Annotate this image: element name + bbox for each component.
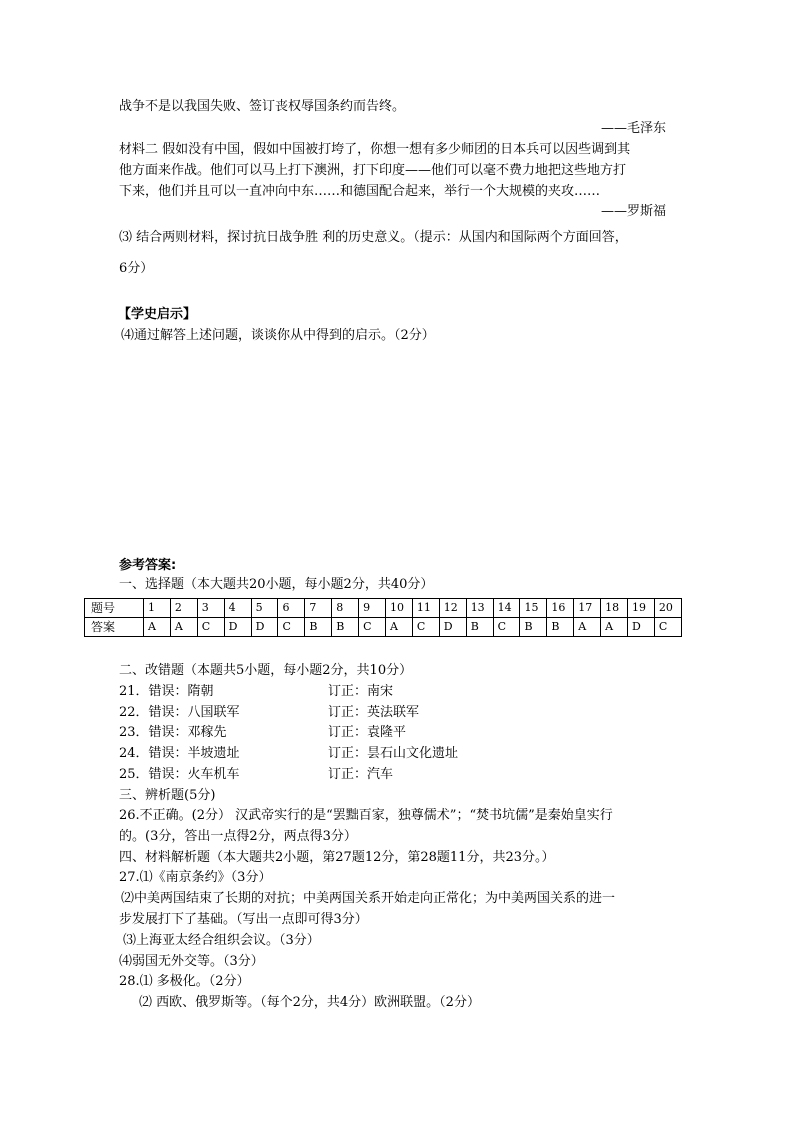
material2-line1: 材料二 假如没有中国，假如中国被打垮了，你想一想有多少师团的日本兵可以因些调到其 — [119, 142, 631, 157]
signature-roosevelt: ——罗斯福 — [600, 204, 666, 219]
table-row-answers — [85, 618, 682, 637]
q28-2: ⑵ 西欧、俄罗斯等。（每个2分，共4分）欧洲联盟。（2分） — [139, 995, 480, 1010]
table-cell: D — [224, 618, 251, 637]
table-cell: B — [305, 618, 332, 637]
answers-title: 参考答案: — [119, 558, 177, 573]
table-cell: A — [170, 618, 197, 637]
q27-3: ⑶上海亚太经合组织会议。（3分） — [123, 933, 320, 948]
q27-2-line1: ⑵中美两国结束了长期的对抗；中美两国关系开始走向正常化；为中美两国关系的进一 — [121, 891, 616, 906]
correction-error: 25．错误：火车机车 — [119, 767, 240, 782]
table-cell: 19 — [628, 599, 655, 618]
table-cell: B — [466, 618, 493, 637]
table-cell: 8 — [332, 599, 359, 618]
table-cell: 7 — [305, 599, 332, 618]
table-cell: 5 — [251, 599, 278, 618]
table-cell: B — [332, 618, 359, 637]
correction-fix: 订正：南宋 — [328, 684, 394, 699]
correction-error: 23．错误：邓稼先 — [119, 725, 227, 740]
table-cell: 3 — [197, 599, 224, 618]
text-line: 战争不是以我国失败、签订丧权辱国条约而告终。 — [119, 99, 406, 114]
q28-1: 28.⑴ 多极化。（2分） — [119, 974, 250, 989]
part3-heading: 三、辨析题(5分) — [119, 788, 216, 803]
section-heading: 【学史启示】 — [118, 307, 197, 322]
table-cell: 11 — [412, 599, 439, 618]
q27-1: 27.⑴《南京条约》（3分） — [119, 870, 272, 885]
table-cell: C — [278, 618, 305, 637]
correction-fix: 订正：汽车 — [328, 767, 394, 782]
table-cell: A — [386, 618, 413, 637]
correction-error: 24．错误：半坡遗址 — [119, 746, 240, 761]
table-cell: A — [601, 618, 628, 637]
table-cell: 12 — [439, 599, 466, 618]
table-cell: A — [144, 618, 171, 637]
table-cell: 14 — [493, 599, 520, 618]
correction-fix: 订正：英法联军 — [328, 705, 420, 720]
table-cell: 1 — [144, 599, 171, 618]
table-cell: A — [574, 618, 601, 637]
table-cell: C — [493, 618, 520, 637]
part1-heading: 一、选择题（本大题共20小题，每小题2分，共40分） — [119, 577, 434, 592]
table-cell: 2 — [170, 599, 197, 618]
table-cell: 9 — [359, 599, 386, 618]
table-cell: 15 — [520, 599, 547, 618]
question-4: ⑷通过解答上述问题，谈谈你从中得到的启示。（2分） — [121, 328, 435, 343]
table-cell: 20 — [654, 599, 681, 618]
table-cell-label: 答案 — [85, 618, 144, 637]
q26-line1: 26.不正确。(2分） 汉武帝实行的是“罢黜百家，独尊儒术”；“焚书坑儒”是秦始皇实行 — [119, 808, 613, 823]
table-cell: 17 — [574, 599, 601, 618]
correction-fix: 订正：袁隆平 — [328, 725, 407, 740]
table-cell: D — [251, 618, 278, 637]
table-cell: 6 — [278, 599, 305, 618]
table-cell: 4 — [224, 599, 251, 618]
table-cell: 13 — [466, 599, 493, 618]
q27-4: ⑷弱国无外交等。（3分） — [119, 954, 264, 969]
question-3-line2: 6分） — [119, 261, 154, 276]
correction-error: 22．错误：八国联军 — [119, 705, 240, 720]
question-3-line1: ⑶ 结合两则材料，探讨抗日战争胜 利的历史意义。（提示：从国内和国际两个方面回答， — [119, 230, 628, 245]
answer-table — [84, 598, 682, 637]
table-cell: B — [520, 618, 547, 637]
q26-line2: 的。(3分，答出一点得2分，两点得3分） — [119, 829, 357, 844]
part2-heading: 二、改错题（本题共5小题，每小题2分，共10分） — [119, 663, 413, 678]
table-cell: 10 — [386, 599, 413, 618]
table-cell: B — [547, 618, 574, 637]
table-cell: D — [628, 618, 655, 637]
table-cell: C — [197, 618, 224, 637]
table-cell: C — [412, 618, 439, 637]
table-cell-label: 题号 — [85, 599, 144, 618]
material2-line2: 他方面来作战。他们可以马上打下澳洲，打下印度——他们可以毫不费力地把这些地方打 — [119, 163, 627, 178]
table-cell: D — [439, 618, 466, 637]
table-cell: C — [359, 618, 386, 637]
q27-2-line2: 步发展打下了基础。（写出一点即可得3分） — [119, 912, 368, 927]
table-cell: 16 — [547, 599, 574, 618]
part4-heading: 四、材料解析题（本大题共2小题，第27题12分，第28题11分，共23分。） — [119, 850, 555, 865]
correction-error: 21．错误：隋朝 — [119, 684, 214, 699]
table-cell: C — [654, 618, 681, 637]
material2-line3: 下来，他们并且可以一直冲向中东……和德国配合起来，举行一个大规模的夹攻…… — [119, 184, 601, 199]
table-cell: 18 — [601, 599, 628, 618]
correction-fix: 订正：昙石山文化遗址 — [328, 746, 459, 761]
table-row-numbers — [85, 599, 682, 618]
signature-mao: ——毛泽东 — [600, 121, 666, 136]
